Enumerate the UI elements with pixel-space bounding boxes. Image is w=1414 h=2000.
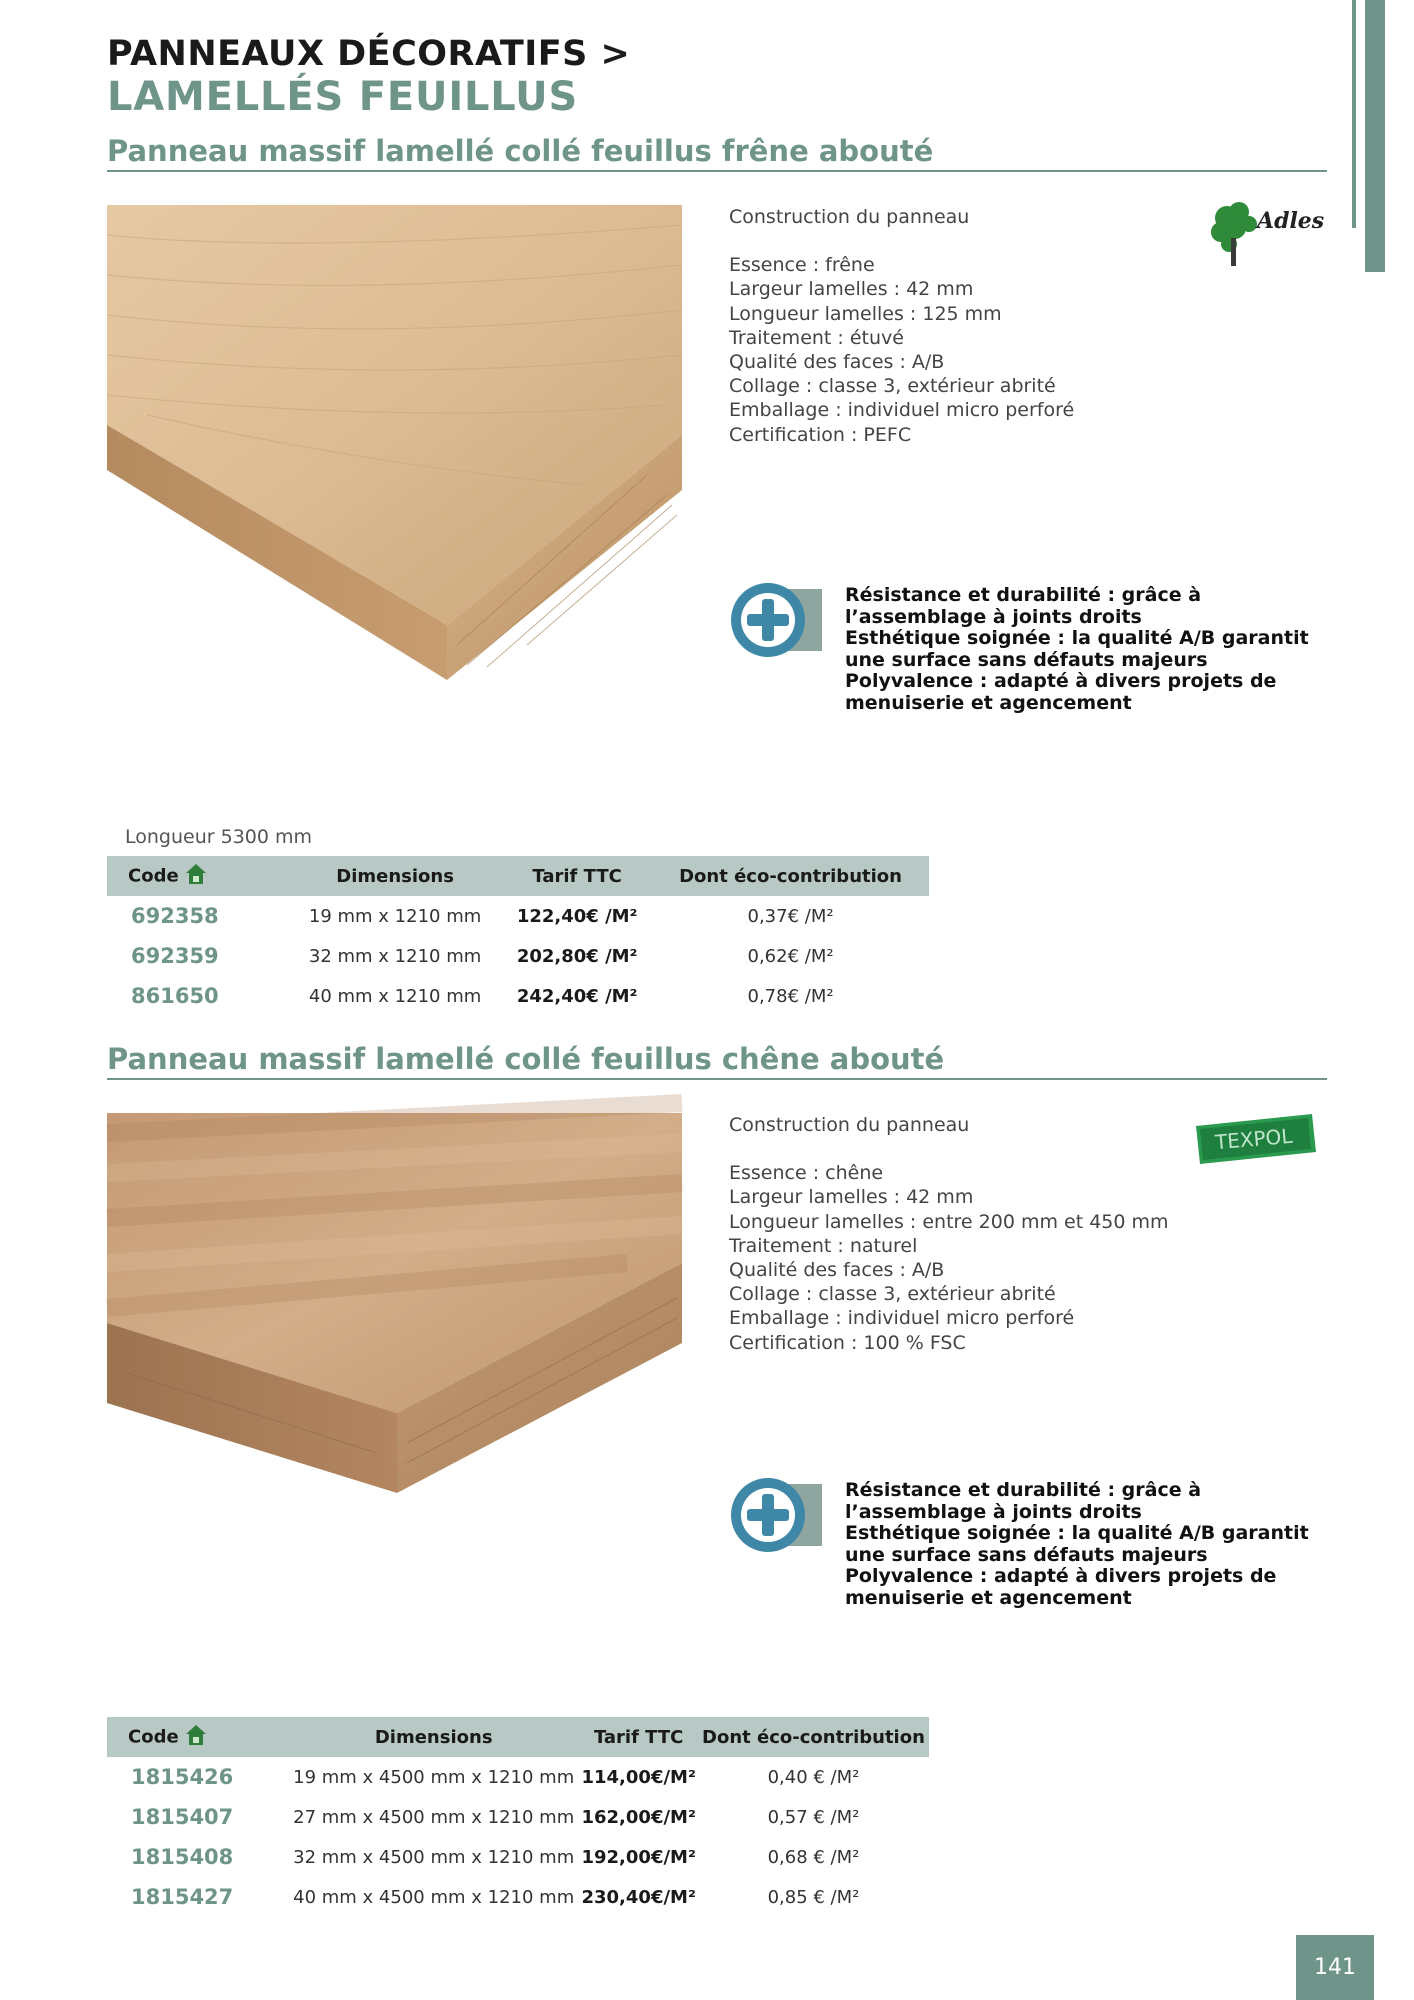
- eco-cell: 0,62€ /M²: [747, 945, 834, 967]
- product-code: 692358: [131, 904, 219, 928]
- dimensions-cell: 32 mm x 4500 mm x 1210 mm: [293, 1846, 575, 1868]
- product-code: 1815427: [131, 1885, 234, 1909]
- spec-line: Traitement : naturel: [729, 1234, 918, 1257]
- table-row: [107, 896, 929, 936]
- spec-line: Traitement : étuvé: [729, 326, 904, 349]
- product1-length-note: Longueur 5300 mm: [125, 826, 313, 848]
- product1-spec-heading: Construction du panneau: [729, 206, 970, 228]
- product1-title: Panneau massif lamellé collé feuillus frêne abouté: [107, 134, 934, 168]
- spec-line: Largeur lamelles : 42 mm: [729, 1186, 974, 1209]
- product-code: 1815408: [131, 1845, 234, 1869]
- benefit-line: Esthétique soignée : la qualité A/B garantit une surface sans défauts majeurs: [845, 1522, 1309, 1566]
- product1-price-table: [107, 856, 929, 1016]
- table-header-row: [107, 1717, 929, 1757]
- product-code: 692359: [131, 944, 219, 968]
- table-row: [107, 936, 929, 976]
- spec-line: Qualité des faces : A/B: [729, 1259, 945, 1282]
- eco-house-icon: [185, 863, 207, 890]
- header-dimensions: Dimensions: [288, 856, 502, 896]
- benefit-line: Polyvalence : adapté à divers projets de menuiserie et agencement: [845, 670, 1277, 714]
- header-eco: Dont éco-contribution: [698, 1717, 929, 1757]
- dimensions-cell: 19 mm x 1210 mm: [308, 905, 482, 927]
- header-code: Code: [107, 856, 288, 896]
- spec-line: Certification : PEFC: [729, 423, 912, 446]
- adles-logo: [1205, 198, 1325, 272]
- product2-price-table: [107, 1717, 929, 1917]
- table-row: [107, 1837, 929, 1877]
- benefit-line: Esthétique soignée : la qualité A/B garantit une surface sans défauts majeurs: [845, 627, 1309, 671]
- product1-benefits: [845, 585, 1335, 714]
- subcategory-title: LAMELLÉS FEUILLUS: [107, 74, 579, 120]
- product2-specs: [729, 1113, 1169, 1355]
- price-cell: 230,40€/M²: [581, 1886, 696, 1908]
- price-cell: 192,00€/M²: [581, 1846, 696, 1868]
- price-cell: 242,40€ /M²: [516, 985, 638, 1007]
- dimensions-cell: 32 mm x 1210 mm: [308, 945, 482, 967]
- dimensions-cell: 27 mm x 4500 mm x 1210 mm: [293, 1806, 575, 1828]
- product2-rule: [107, 1078, 1327, 1080]
- eco-cell: 0,68 € /M²: [767, 1846, 860, 1868]
- side-accent-line: [1352, 0, 1356, 228]
- price-cell: 122,40€ /M²: [516, 905, 638, 927]
- price-cell: 202,80€ /M²: [516, 945, 638, 967]
- spec-line: Largeur lamelles : 42 mm: [729, 278, 974, 301]
- table-row: [107, 1877, 929, 1917]
- spec-line: Essence : frêne: [729, 254, 875, 277]
- header-price: Tarif TTC: [502, 856, 652, 896]
- product1-specs: [729, 205, 1074, 447]
- eco-cell: 0,85 € /M²: [767, 1886, 860, 1908]
- eco-cell: 0,57 € /M²: [767, 1806, 860, 1828]
- header-price: Tarif TTC: [579, 1717, 698, 1757]
- spec-line: Longueur lamelles : entre 200 mm et 450 mm: [729, 1210, 1169, 1233]
- product-code: 861650: [131, 984, 219, 1008]
- product2-benefits: [845, 1480, 1335, 1609]
- table-row: [107, 976, 929, 1016]
- dimensions-cell: 40 mm x 4500 mm x 1210 mm: [293, 1886, 575, 1908]
- dimensions-cell: 19 mm x 4500 mm x 1210 mm: [293, 1766, 575, 1788]
- spec-line: Certification : 100 % FSC: [729, 1331, 966, 1354]
- spec-line: Essence : chêne: [729, 1162, 884, 1185]
- product2-spec-heading: Construction du panneau: [729, 1114, 970, 1136]
- header-dimensions: Dimensions: [288, 1717, 579, 1757]
- product2-photo: [107, 1113, 682, 1503]
- spec-line: Longueur lamelles : 125 mm: [729, 302, 1002, 325]
- eco-house-icon: [185, 1724, 207, 1751]
- product-code: 1815426: [131, 1765, 234, 1789]
- product-code: 1815407: [131, 1805, 234, 1829]
- product1-rule: [107, 170, 1327, 172]
- header-eco: Dont éco-contribution: [652, 856, 929, 896]
- spec-line: Emballage : individuel micro perforé: [729, 399, 1075, 422]
- plus-icon: [728, 1478, 824, 1552]
- texpol-logo-text: TEXPOL: [1214, 1123, 1294, 1155]
- table-row: [107, 1797, 929, 1837]
- category-title: PANNEAUX DÉCORATIFS >: [107, 34, 631, 74]
- eco-cell: 0,37€ /M²: [747, 905, 834, 927]
- price-cell: 162,00€/M²: [581, 1806, 696, 1828]
- adles-logo-text: Adles: [1257, 208, 1325, 234]
- page-number: 141: [1296, 1935, 1374, 2000]
- spec-line: Collage : classe 3, extérieur abrité: [729, 1283, 1056, 1306]
- benefit-line: Résistance et durabilité : grâce à l’assemblage à joints droits: [845, 1479, 1202, 1523]
- product2-title: Panneau massif lamellé collé feuillus chêne abouté: [107, 1042, 945, 1076]
- texpol-logo: [1190, 1108, 1320, 1168]
- benefit-line: Polyvalence : adapté à divers projets de menuiserie et agencement: [845, 1565, 1277, 1609]
- product1-photo: [107, 205, 682, 685]
- spec-line: Emballage : individuel micro perforé: [729, 1307, 1075, 1330]
- spec-line: Qualité des faces : A/B: [729, 351, 945, 374]
- benefit-line: Résistance et durabilité : grâce à l’assemblage à joints droits: [845, 584, 1202, 628]
- table-header-row: [107, 856, 929, 896]
- header-code: Code: [107, 1717, 288, 1757]
- price-cell: 114,00€/M²: [581, 1766, 696, 1788]
- dimensions-cell: 40 mm x 1210 mm: [308, 985, 482, 1007]
- spec-line: Collage : classe 3, extérieur abrité: [729, 375, 1056, 398]
- side-accent-bar: [1365, 0, 1385, 272]
- eco-cell: 0,78€ /M²: [747, 985, 834, 1007]
- eco-cell: 0,40 € /M²: [767, 1766, 860, 1788]
- plus-icon: [728, 583, 824, 657]
- table-row: [107, 1757, 929, 1797]
